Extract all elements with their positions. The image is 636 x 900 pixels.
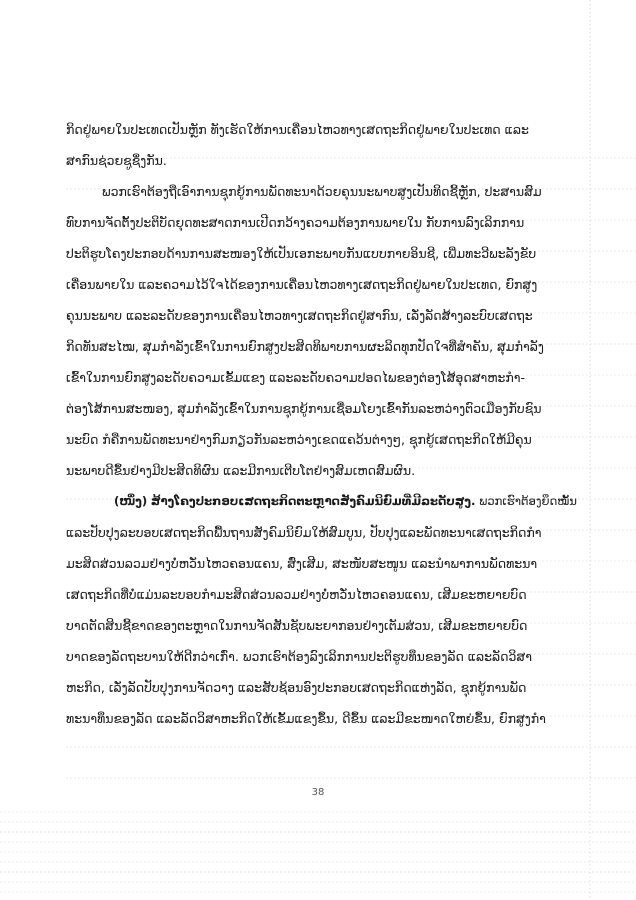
section-heading-number: (ໜຶ່ງ) xyxy=(114,494,148,508)
paragraph-line: ພວກເຮົາຕ້ອງຖືເອົາການຊຸກຍູ້ການພັດທະນາດ້ວຍຄຸນນະພາບສູງເປັນທິດຊີ້ຫຼັກ, ປະສານສົມ xyxy=(102,184,542,199)
paragraph-line: ຫະກິດ, ເລັ່ງລັດປັບປຸງການຈັດວາງ ແລະສັບຊ້ອນອົງປະກອບເສດຖະກິດແຫ່ງລັດ, ຊຸກຍູ້ການພັດ xyxy=(66,680,527,695)
paragraph-line: ກິດຢູ່ພາຍໃນປະເທດເປັນຫຼັກ ທັງເຮັດໃຫ້ການເຄື່ອນໄຫວທາງເສດຖະກິດຢູ່ພາຍໃນປະເທດ ແລະ xyxy=(66,122,529,137)
paragraph-line: ປະຕິຮູບໂຄງປະກອບດ້ານການສະໜອງໃຫ້ເປັນເອກະພາບກັນແບບກາຍອິນຊີ, ເພີ່ມທະວີພະລັງຂັບ xyxy=(66,246,537,261)
paragraph-line: ກິດທັນສະໄໝ, ສຸມກຳລັງເຂົ້າໃນການຍົກສູງປະສິດທິພາບການຜະລິດທຸກປັດໃຈທີ່ສຳຄັນ, ສຸມກຳລັງ xyxy=(66,339,544,354)
body-text xyxy=(66,114,577,734)
section-heading-line xyxy=(66,486,577,517)
paragraph-line: ເຄື່ອນພາຍໃນ ແລະຄວາມໄວ້ໃຈໄດ້ຂອງການເຄື່ອນໄຫວທາງເສດຖະກິດຢູ່ພາຍໃນປະເທດ, ຍົກສູງ xyxy=(66,277,538,292)
paragraph-line: ເສດຖະກິດທີ່ບໍ່ແມ່ນລະບອບກຳມະສິດສ່ວນລວມຢ່າງບໍ່ຫວັ່ນໄຫວຄອນແຄນ, ເສີມຂະຫຍາຍບົດ xyxy=(66,587,527,602)
paragraph-line: ບາດຕັດສິນຊີ້ຂາດຂອງຕະຫຼາດໃນການຈັດສັນຊັບພະຍາກອນຢ່າງເຕັມສ່ວນ, ເສີມຂະຫຍາຍບົດ xyxy=(66,618,528,633)
paragraph-line: ແລະປັບປຸງລະບອບເສດຖະກິດພື້ນຖານສັງຄົມນິຍົມໃຫ້ສົມບູນ, ປັບປຸງແລະພັດທະນາເສດຖະກິດກຳ xyxy=(66,525,542,540)
section-heading-tail: ພວກເຮົາຕ້ອງຍຶດໝັ້ນ xyxy=(479,494,577,508)
paragraph-line: ນະບົດ ກໍຄືການພັດທະນາຢ່າງກົມກຽວກັນລະຫວ່າງເຂດແຄວ້ນຕ່າງໆ, ຊຸກຍູ້ເສດຖະກິດໃຫ້ມີຄຸນ xyxy=(66,432,532,447)
page-number: 38 xyxy=(311,787,325,798)
paragraph-line: ມະສິດສ່ວນລວມຢ່າງບໍ່ຫວັ່ນໄຫວຄອນແຄນ, ສົ່ງເສີມ, ສະໜັບສະໜູນ ແລະນຳພາການພັດທະນາ xyxy=(66,556,538,571)
paragraph-line: ນະພາບດີຂຶ້ນຢ່າງມີປະສິດທິຜົນ ແລະມີການເຕີບໂຕຢ່າງສົມເຫດສົມຜົນ. xyxy=(66,463,416,478)
paragraph-line: ທົບການຈັດຕັ້ງປະຕິບັດຍຸດທະສາດການເປີດກວ້າງຄວາມຕ້ອງການພາຍໃນ ກັບການລົງເລິກການ xyxy=(66,215,525,230)
section-heading-title: ສ້າງໂຄງປະກອບເສດຖະກິດຕະຫຼາດສັງຄົມນິຍົມທີ່ມີລະດັບສູງ. xyxy=(150,494,476,508)
paragraph-line: ເຂົ້າໃນການຍົກສູງລະດັບຄວາມເຂັ້ມແຂງ ແລະລະດັບຄວາມປອດໄພຂອງຕ່ອງໂສ້ອຸດສາຫະກຳ- xyxy=(66,370,525,385)
paragraph-line: ສາກົນຊ່ວຍຊູຊຶ່ງກັນ. xyxy=(66,153,167,168)
paragraph-line: ທະນາທຶນຂອງລັດ ແລະລັດວິສາຫະກິດໃຫ້ເຂັ້ມແຂງຂຶ້ນ, ດີຂຶ້ນ ແລະມີຂະໜາດໃຫຍ່ຂຶ້ນ, ຍົກສູງກຳ xyxy=(66,711,546,726)
paragraph-line: ບາດຂອງລັດຖະບານໃຫ້ດີກວ່າເກົ່າ. ພວກເຮົາຕ້ອງລົງເລິກການປະຕິຮູບທຶນຂອງລັດ ແລະລັດວິສາ xyxy=(66,649,532,664)
paragraph-line: ຄຸນນະພາບ ແລະລະດັບຂອງການເຄື່ອນໄຫວທາງເສດຖະກິດຢູ່ສາກົນ, ເລັ່ງລັດສ້າງລະບົບເສດຖະ xyxy=(66,308,533,323)
paragraph-line: ຕ່ອງໂສ້ການສະໜອງ, ສຸມກຳລັງເຂົ້າໃນການຊຸກຍູ້ການເຊື່ອມໂຍງເຂົ້າກັນລະຫວ່າງຕົວເມືອງກັບຊົນ xyxy=(66,401,542,416)
